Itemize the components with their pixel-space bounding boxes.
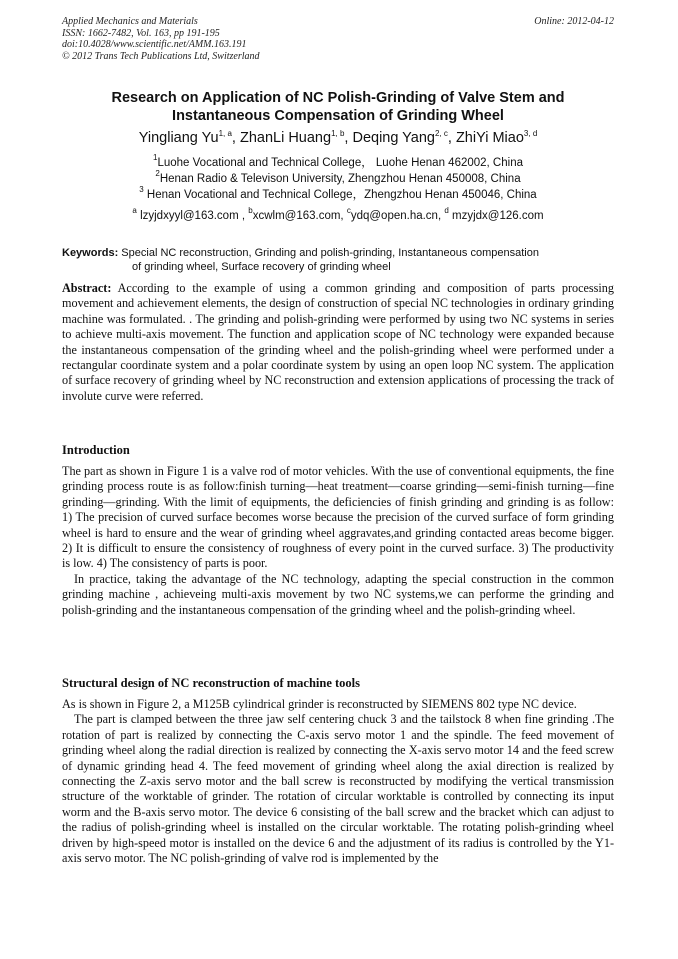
email-link: ydq@open.ha.cn, [350,210,445,222]
paper-title [62,89,614,125]
affiliation-line [62,171,614,187]
affiliation-line [62,187,614,203]
introduction-heading: Introduction [62,443,130,457]
issn-line: ISSN: 1662-7482, Vol. 163, pp 191-195 [62,27,220,39]
journal-name: Applied Mechanics and Materials [62,16,198,27]
author-name: Deqing Yang [352,130,435,146]
affiliation-text: Henan Radio & Televison University, Zhengzhou Henan 450008, China [159,173,521,185]
keywords-text-1: Special NC reconstruction, Grinding and polish-grinding, Instantaneous compensation [118,247,539,259]
title-line-2: Instantaneous Compensation of Grinding Wheel [172,108,504,124]
author-sup: 1, b [331,129,345,138]
email-list [62,206,614,223]
email-link: mzyjdx@126.com [448,210,544,222]
title-line-1: Research on Application of NC Polish-Grinding of Valve Stem and [111,90,565,106]
abstract [62,281,614,404]
abstract-label: Abstract: [62,281,112,295]
paragraph: The part is clamped between the three jaw self centering chuck 3 and the tailstock 8 when fine grinding .The rotation of part is realized by connecting the C-axis servo motor 1 and the spindle. The feed movement of grinding wheel along the radial direction is realized by connecting the X-axis servo motor 14 and the feed screw of dynamic grinding head 4. The feed movement of grinding wheel along the axial direction is realized by connecting the Z-axis servo motor and the ball screw is reconstructed by modifying the vertical transmission structure of the worktable of grinder. The rotation of circular worktable is controlled by connecting its input worm and the B-axis servo motor. The device 6 consisting of the ball screw and the bracket which can adjust to the radius of polish-grinding wheel is installed on the circular worktable. The rotating polish-grinding wheel driven by high-speed motor is installed on the device 6 and the adjustment of its radius is controlled by the Y1-axis servo motor. The NC polish-grinding of valve rod is implemented by the [62,712,614,866]
affiliation-sup: 1 [153,153,158,162]
keywords-line-1 [62,246,614,260]
email-sup: a [132,206,137,215]
affiliations [62,155,614,203]
keywords-block [62,246,614,274]
affiliation-text: Luohe Vocational and Technical College， Luohe Henan 462002, China [157,157,523,169]
doi-line: doi:10.4028/www.scientific.net/AMM.163.191 [62,39,247,50]
author-list: Yingliang Yu$^{1, a}$, ZhanLi Huang$^{1, b}$, Deqing Yang$^{2, c}$, ZhiYi Miao$^{3, d}$ [138,129,538,146]
introduction-section [62,464,614,618]
email-sup: d [444,206,449,215]
email-sup: c [346,206,351,215]
structural-section [62,697,614,866]
email-sup: b [248,206,253,215]
keywords-text-2: of grinding wheel, Surface recovery of grinding wheel [132,261,391,273]
paragraph: In practice, taking the advantage of the NC technology, adapting the special construction in the common grinding machine , achieveing multi-axis movement by two NC systems,we can performe the grinding and polish-grinding and the instantaneous compensation of the grinding wheel and the polish-grinding wheel. [62,571,614,617]
journal-header [62,16,614,62]
author-name: Yingliang Yu [138,130,219,146]
affiliation-text: Henan Vocational and Technical College，Zhengzhou Henan 450046, China [143,189,537,201]
author-sup: 3, d [523,129,538,138]
copyright-line: © 2012 Trans Tech Publications Ltd, Switzerland [62,50,260,62]
author-name: ZhanLi Huang [239,130,332,146]
author-sup: 1, a [218,129,232,138]
email-link: lzyjdxyyl@163.com , [136,210,249,222]
abstract-text: According to the example of using a common grinding and composition of parts processing movement and achievement elements, the design of construction of special NC technologies in ordinary grinding machine was formulated. . The grinding and polish-grinding were performed by using two NC systems in series to achieve multi-axis movement. The function and application scope of NC technology were expanded because the instantaneous compensation of the grinding wheel and the polish-grinding wheel were performed under a rectangular coordinate system and a polar coordinate system by using an open loop NC system. The application of surface recovery of grinding wheel by NC reconstruction and extension applications of processing the track of involute curve were referred. [62,281,614,403]
affiliation-sup: 3 [139,185,144,194]
email-link: xcwlm@163.com, [252,210,347,222]
structural-heading: Structural design of NC reconstruction of machine tools [62,676,361,690]
affiliation-line [62,155,614,171]
affiliation-sup: 2 [155,169,160,178]
paragraph: The part as shown in Figure 1 is a valve rod of motor vehicles. With the use of conventional equipments, the fine grinding process route is as follow:finish turning—heat treatment—coarse grinding—semi-finish turning—fine grinding—grinding. With the limit of equipments, the deficiencies of finish grinding and grinding is as follow: 1) The precision of curved surface becomes worse because the precision of the curved surface of form grinding wheel is hard to ensure and the wear of grinding wheel aggravates,and grinding contacted areas become bigger. 2) It is difficult to ensure the consistency of roughness of every point in the curved surface. 3) The productivity is low. 4) The consistency of parts is poor. [62,464,614,571]
keywords-label: Keywords: [62,247,119,259]
paragraph: As is shown in Figure 2, a M125B cylindrical grinder is reconstructed by SIEMENS 802 type NC device. [62,697,577,711]
online-date: Online: 2012-04-12 [534,16,614,27]
author-name: ZhiYi Miao [455,130,524,146]
author-sup: 2, c [434,129,448,138]
